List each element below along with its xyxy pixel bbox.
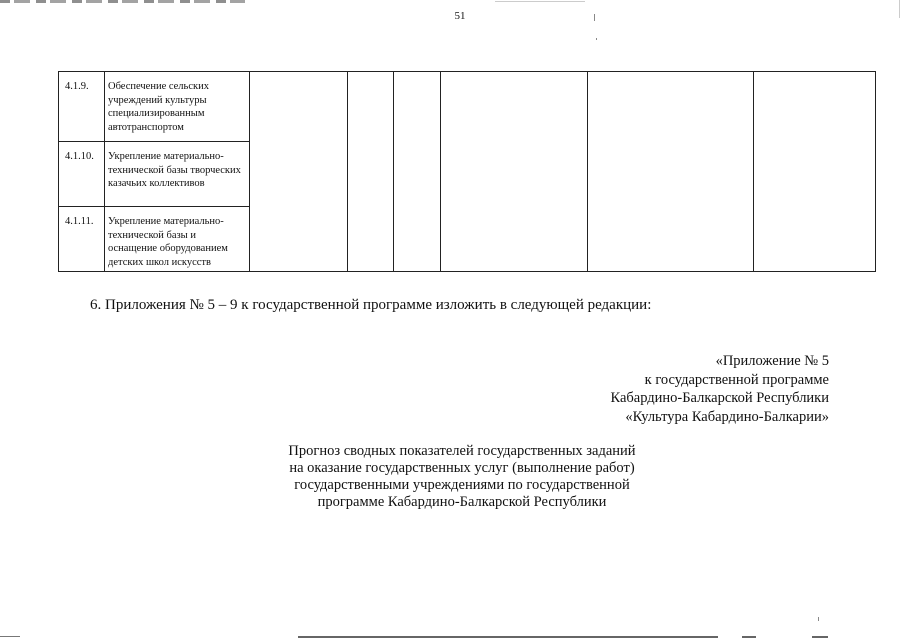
scan-artifact-bottom xyxy=(812,636,828,638)
appendix-heading-line: «Культура Кабардино-Балкарии» xyxy=(625,408,829,425)
row-number: 4.1.10. xyxy=(59,142,105,207)
appendix-heading-line: к государственной программе xyxy=(644,371,829,388)
table-row xyxy=(59,72,876,142)
empty-cell xyxy=(588,72,754,272)
forecast-title-line: на оказание государственных услуг (выполнение работ) xyxy=(289,460,635,476)
scan-speck xyxy=(818,617,819,621)
scan-speck xyxy=(596,38,597,40)
scan-artifact-bottom xyxy=(298,636,718,638)
empty-cell xyxy=(348,72,394,272)
row-name: Укрепление материально-технической базы и оснащение оборудованием детских школ искусств xyxy=(105,207,250,272)
empty-cell xyxy=(441,72,588,272)
scan-artifact-top-right xyxy=(495,1,585,2)
scan-artifact-top xyxy=(0,0,245,3)
appendix-heading xyxy=(610,352,829,426)
scan-artifact-bottom xyxy=(742,636,756,638)
scan-artifact-right xyxy=(899,0,900,18)
row-number: 4.1.11. xyxy=(59,207,105,272)
forecast-title-line: программе Кабардино-Балкарской Республики xyxy=(317,494,607,510)
page-number: 51 xyxy=(454,10,466,22)
forecast-title-line: государственными учреждениями по государственной xyxy=(294,477,630,493)
scan-artifact-bottom xyxy=(0,636,20,637)
row-number: 4.1.9. xyxy=(59,72,105,142)
forecast-title-line: Прогноз сводных показателей государственных заданий xyxy=(288,443,636,459)
empty-cell xyxy=(394,72,441,272)
row-name: Укрепление материально-технической базы творческих казачьих коллективов xyxy=(105,142,250,207)
row-name: Обеспечение сельских учреждений культуры специализированным автотранспортом xyxy=(105,72,250,142)
appendix-instruction: 6. Приложения № 5 – 9 к государственной программе изложить в следующей редакции: xyxy=(90,297,652,313)
scan-speck xyxy=(594,14,595,21)
empty-cell xyxy=(754,72,876,272)
appendix-heading-line: Кабардино-Балкарской Республики xyxy=(610,390,829,406)
appendix-heading-line: «Приложение № 5 xyxy=(715,353,829,369)
program-activities-table xyxy=(58,71,876,272)
empty-cell xyxy=(250,72,348,272)
forecast-title xyxy=(272,443,652,511)
